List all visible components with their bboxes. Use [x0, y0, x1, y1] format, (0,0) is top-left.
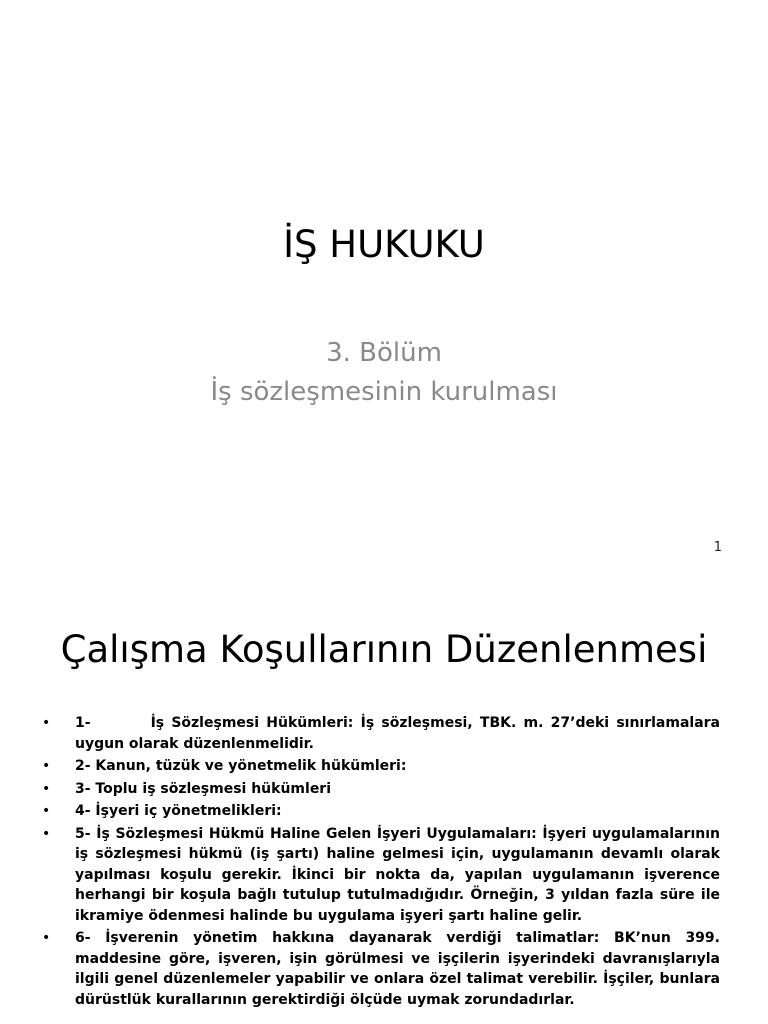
slide-number: 1 [713, 540, 722, 555]
bullet-icon: • [42, 780, 51, 797]
list-item [40, 801, 720, 822]
item-text: 2- Kanun, tüzük ve yönetmelik hükümleri: [75, 758, 407, 774]
slide-2-title: Çalışma Koşullarının Düzenlenmesi [60, 628, 708, 671]
list-item [40, 824, 720, 927]
item-text: İş Sözleşmesi Hükümleri: İş sözleşmesi, TBK. m. 27’deki sınırlamalara uygun olarak düzenlenmelidir. [75, 715, 720, 752]
list-item [40, 713, 720, 754]
bullet-icon: • [42, 715, 51, 731]
item-text: 5- İş Sözleşmesi Hükmü Haline Gelen İşyeri Uygulamaları: İşyeri uygulamalarının iş sözleşmesi hükmü (iş şartı) haline gelmesi için, uygulamanın devamlı olarak yapılması koşulu gerekir. İkinci bir nokta da, yapılan uygulamanın işverence herhangi bir koşula bağlı tutulup tutulmadığıdır. Örneğin, 3 yıldan fazla süre ile ikramiye ödenmesi halinde bu uygulama işyeri şartı haline gelir. [75, 825, 720, 924]
slide-1-title: İŞ HUKUKU [283, 223, 485, 266]
bullet-icon: • [42, 825, 51, 842]
item-text: 3- Toplu iş sözleşmesi hükümleri [75, 780, 332, 797]
item-text: 4- İşyeri iç yönetmelikleri: [75, 803, 282, 819]
bullet-icon: • [42, 803, 51, 819]
slide-1-subtitle [0, 334, 768, 412]
list-item [40, 779, 720, 800]
list-item [40, 928, 720, 1010]
bullet-icon: • [42, 758, 51, 774]
subtitle-line-topic: İş sözleşmesinin kurulması [210, 377, 558, 407]
item-number: 1- [75, 715, 91, 731]
bullet-icon: • [42, 930, 51, 946]
subtitle-line-chapter: 3. Bölüm [326, 338, 442, 368]
bullet-list [40, 713, 720, 1012]
slide-content [0, 576, 768, 1024]
item-text: 6- İşverenin yönetim hakkına dayanarak verdiği talimatlar: BK’nun 399. maddesine göre, işveren, işin görülmesi ve işçilerin işyerindeki davranışlarıyla ilgili genel düzenlemeler yapabilir ve onlara özel talimat verebilir. İşçiler, bunlara dürüstlük kurallarının gerektirdiği ölçüde uymak zorundadırlar. [75, 930, 720, 1008]
list-item [40, 756, 720, 777]
